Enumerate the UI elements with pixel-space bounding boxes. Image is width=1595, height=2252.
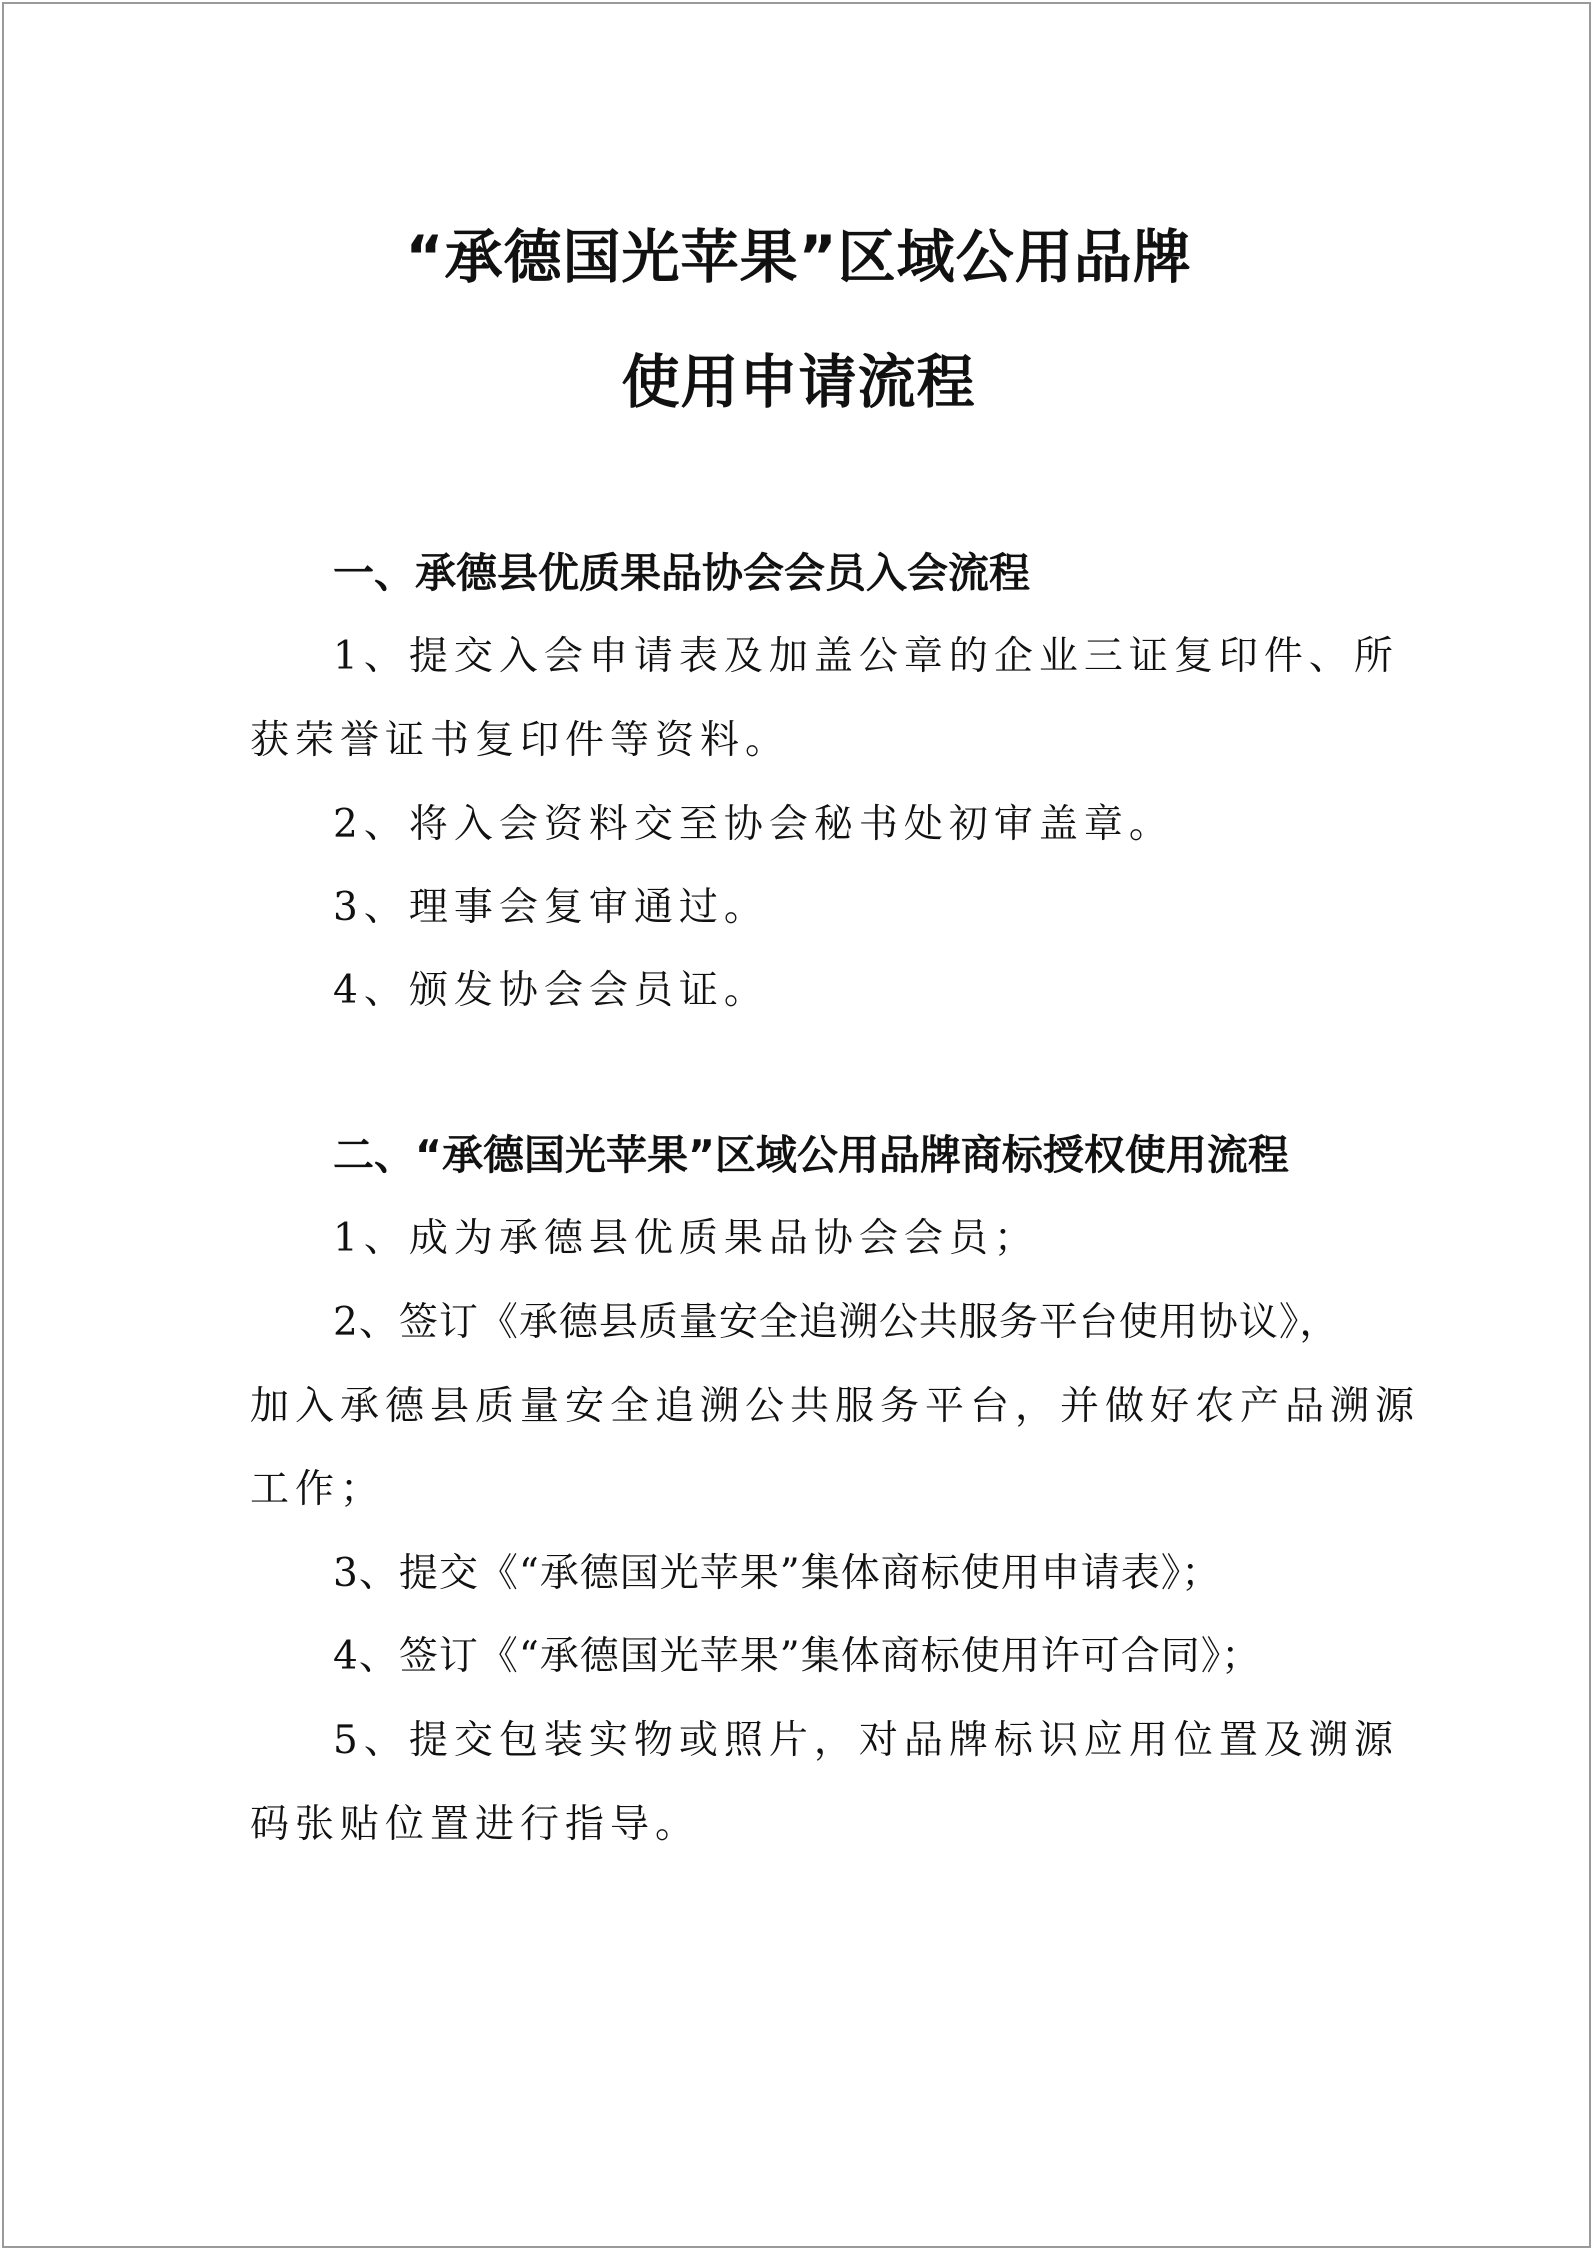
section-1-heading: 一、承德县优质果品协会会员入会流程: [333, 549, 1030, 597]
section-2-line-2: 2、签订《承德县质量安全追溯公共服务平台使用协议》，: [333, 1300, 1340, 1345]
document-title-line-2: 使用申请流程: [621, 348, 976, 416]
section-2-line-8: 码张贴位置进行指导。: [250, 1802, 701, 1847]
section-2-heading: 二、“承德国光苹果”区域公用品牌商标授权使用流程: [333, 1131, 1289, 1179]
section-1-line-1: 1、提交入会申请表及加盖公章的企业三证复印件、所: [333, 634, 1399, 679]
document-title-line-1: “承德国光苹果”区域公用品牌: [405, 223, 1192, 291]
section-1-line-3: 2、将入会资料交至协会秘书处初审盖章。: [333, 802, 1174, 847]
document-page: [2, 2, 1591, 2248]
section-1-line-2: 获荣誉证书复印件等资料。: [250, 718, 791, 763]
section-1-line-4: 3、理事会复审通过。: [333, 885, 769, 930]
section-2-line-4: 工作；: [250, 1467, 386, 1512]
section-2-line-7: 5、提交包装实物或照片，对品牌标识应用位置及溯源: [333, 1718, 1399, 1763]
section-2-line-1: 1、成为承德县优质果品协会会员；: [333, 1216, 1039, 1261]
section-2-line-5: 3、提交《“承德国光苹果”集体商标使用申请表》；: [333, 1551, 1222, 1596]
section-2-line-3: 加入承德县质量安全追溯公共服务平台，并做好农产品溯源: [250, 1384, 1421, 1429]
section-1-line-5: 4、颁发协会会员证。: [333, 968, 769, 1013]
section-2-line-6: 4、签订《“承德国光苹果”集体商标使用许可合同》；: [333, 1634, 1262, 1679]
